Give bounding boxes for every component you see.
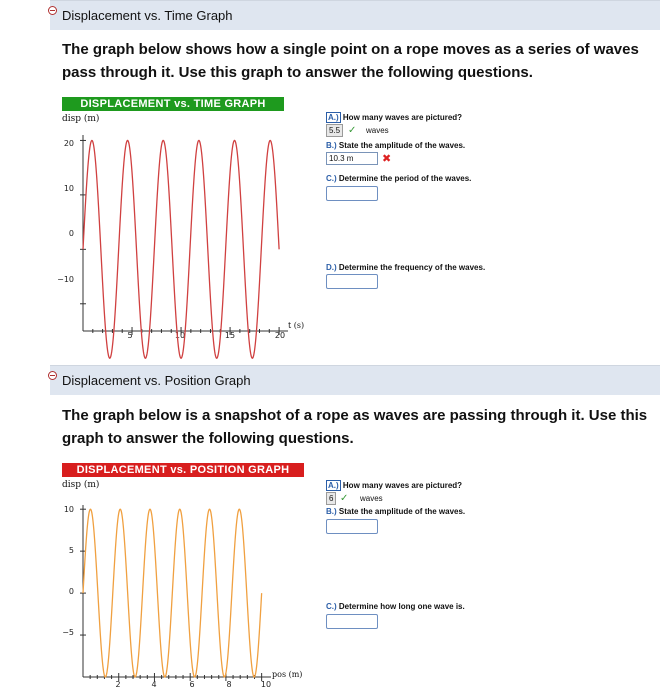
x-tick-label: 20 — [274, 331, 286, 340]
x-axis-label: t (s) — [288, 321, 305, 330]
y-tick-label: 10 — [63, 505, 74, 514]
x-tick-label: 10 — [174, 331, 186, 340]
x-axis-label: pos (m) — [272, 670, 303, 679]
question-c-letter: C.) — [326, 174, 337, 183]
y-tick-label: 5 — [68, 546, 74, 555]
y-tick-label: 10 — [63, 184, 74, 193]
x-tick-label: 2 — [115, 680, 121, 689]
y-axis-label: disp (m) — [62, 114, 100, 124]
section-intro: The graph below shows how a single point on a rope moves as a series of waves pass through it. Use this graph to answer the following questions. — [62, 41, 639, 81]
question-a-letter[interactable]: A.) — [328, 481, 339, 490]
answer-c-input[interactable] — [326, 614, 378, 629]
question-a-label — [326, 113, 462, 122]
section-header-position — [50, 365, 660, 395]
question-c-letter: C.) — [326, 602, 337, 611]
time-graph-plot — [80, 135, 320, 345]
y-tick-label: 0 — [68, 229, 74, 238]
question-c-text: Determine how long one wave is. — [338, 602, 465, 611]
collapse-icon[interactable] — [48, 371, 57, 380]
x-tick-label: 8 — [226, 680, 232, 689]
cross-icon: ✖ — [382, 153, 392, 165]
graph-title-time: DISPLACEMENT vs. TIME GRAPH — [62, 97, 284, 111]
question-d-text: Determine the frequency of the waves. — [338, 263, 486, 272]
section-intro: The graph below is a snapshot of a rope as waves are passing through it. Use this graph to answer the following questions. — [62, 407, 648, 447]
y-tick-label: 20 — [63, 139, 74, 148]
question-a-letter[interactable]: A.) — [328, 113, 339, 122]
question-d-label — [326, 263, 485, 272]
answer-d-input[interactable] — [326, 274, 378, 289]
answer-b-input[interactable] — [326, 519, 378, 534]
position-graph-plot — [80, 500, 320, 700]
answer-a-value: 5.5 — [326, 124, 343, 137]
question-b-label — [326, 507, 465, 516]
answer-b-input[interactable]: 10.3 m — [326, 152, 378, 165]
x-tick-label: 15 — [224, 331, 236, 340]
series-line — [83, 509, 262, 677]
question-b-label — [326, 141, 465, 150]
question-b-letter: B.) — [326, 141, 337, 150]
section-header-time — [50, 0, 660, 30]
section-title: Displacement vs. Position Graph — [62, 373, 251, 388]
check-icon: ✓ — [348, 125, 357, 136]
question-a-label — [326, 481, 462, 490]
question-b-text: State the amplitude of the waves. — [338, 141, 466, 150]
check-icon: ✓ — [340, 493, 349, 504]
graph-title-position: DISPLACEMENT vs. POSITION GRAPH — [62, 463, 304, 477]
section-title: Displacement vs. Time Graph — [62, 8, 233, 23]
y-tick-label: −5 — [62, 628, 74, 637]
question-c-label — [326, 602, 465, 611]
x-tick-label: 4 — [151, 680, 157, 689]
question-c-text: Determine the period of the waves. — [338, 174, 472, 183]
answer-c-input[interactable] — [326, 186, 378, 201]
question-d-letter: D.) — [326, 263, 337, 272]
question-b-text: State the amplitude of the waves. — [338, 507, 466, 516]
answer-a-unit: waves — [366, 126, 389, 135]
question-a-text: How many waves are pictured? — [342, 113, 463, 122]
question-a-text: How many waves are pictured? — [342, 481, 463, 490]
series-line — [83, 140, 279, 358]
y-tick-label: −10 — [57, 275, 74, 284]
x-tick-label: 10 — [260, 680, 272, 689]
answer-a-unit: waves — [360, 494, 383, 503]
y-tick-label: 0 — [68, 587, 74, 596]
question-c-label — [326, 174, 471, 183]
x-tick-label: 6 — [189, 680, 195, 689]
x-tick-label: 5 — [127, 331, 133, 340]
collapse-icon[interactable] — [48, 6, 57, 15]
y-axis-label: disp (m) — [62, 480, 100, 490]
answer-a-value: 6 — [326, 492, 336, 505]
question-b-letter: B.) — [326, 507, 337, 516]
